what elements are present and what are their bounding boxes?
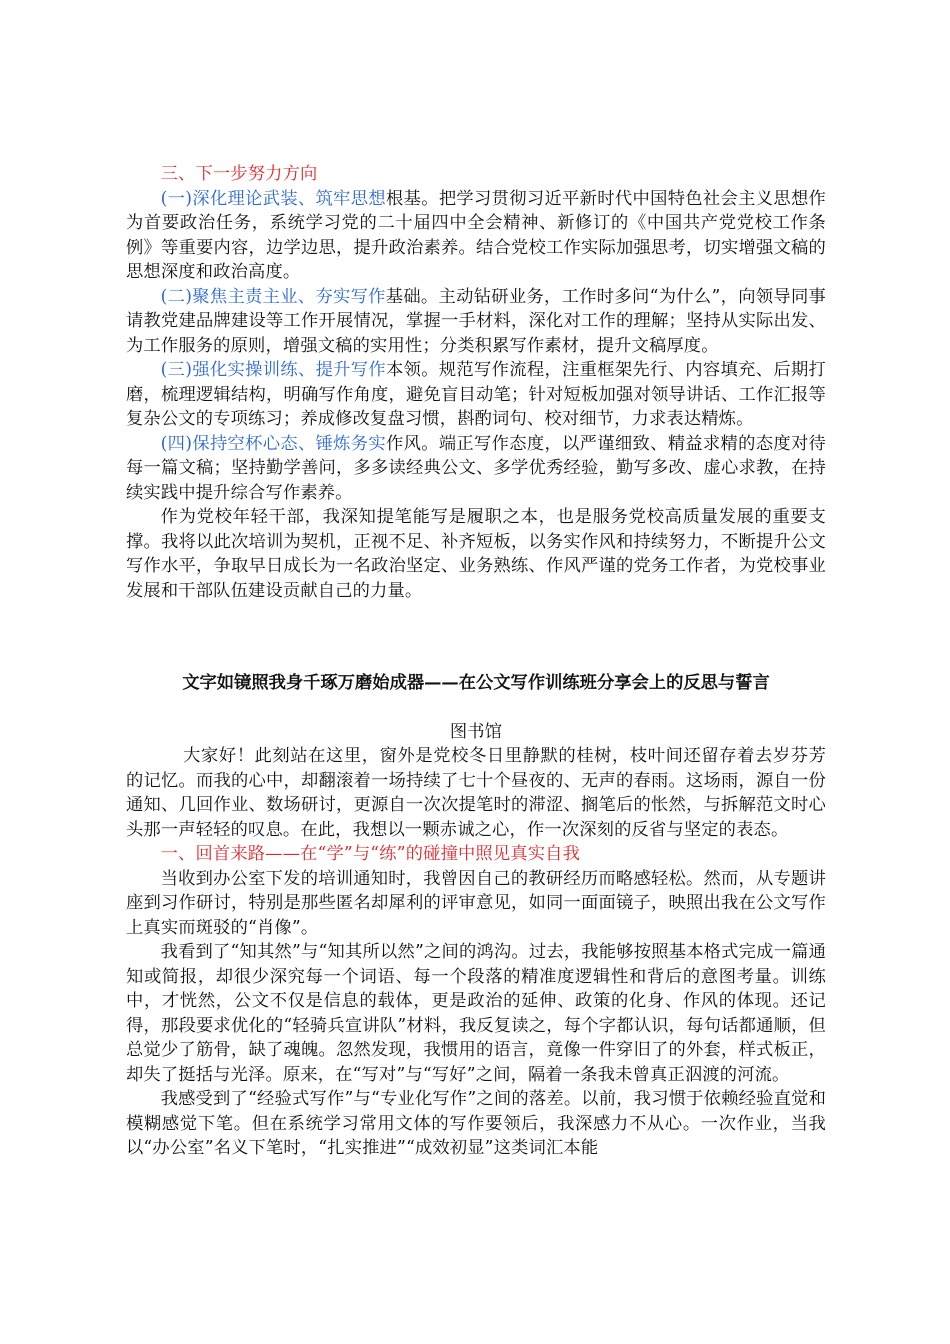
item-lead: (四)保持空杯心态、锤炼务实 — [160, 433, 386, 454]
document-page — [126, 162, 826, 1161]
article-title: 文字如镜照我身千琢万磨始成器——在公文写作训练班分享会上的反思与誓言 — [182, 673, 770, 693]
item-lead: (二)聚焦主责主业、夯实写作 — [160, 286, 386, 307]
section-heading: 三、下一步努力方向 — [160, 164, 318, 184]
item-body: 作风。端正写作态度，以严谨细致、精益求精的态度对待每一篇文稿；坚持勤学善问，多多读经典公文、多学优秀经验，勤写多改、虚心求教，在持续实践中提升综合写作素养。 — [126, 433, 826, 503]
item-body: 本领。规范写作流程，注重框架先行、内容填充、后期打磨，梳理逻辑结构，明确写作角度，避免盲目动笔；针对短板加强对领导讲话、工作汇报等复杂公文的专项练习；养成修改复盘习惯，斟酌词句、校对细节，力求表达精炼。 — [126, 360, 826, 429]
item-body: 根基。把学习贯彻习近平新时代中国特色社会主义思想作为首要政治任务，系统学习党的二十届四中全会精神、新修订的《中国共产党党校工作条例》等重要内容，边学边思，提升政治素养。结合党校工作实际加强思考，切实增强文稿的思想深度和政治高度。 — [126, 188, 826, 282]
item-lead: (三)强化实操训练、提升写作 — [160, 360, 386, 380]
closing-paragraph: 作为党校年轻干部，我深知提笔能写是履职之本，也是服务党校高质量发展的重要支撑。我将以此次培训为契机，正视不足、补齐短板，以务实作风和持续努力，不断提升公文写作水平，争取早日成长为一名政治坚定、业务熟练、作风严谨的党务工作者，为党校事业发展和干部队伍建设贡献自己的力量。 — [126, 507, 826, 601]
item-lead: (一)深化理论武装、筑牢思想 — [160, 188, 386, 209]
body-paragraph: 当收到办公室下发的培训通知时，我曾因自己的教研经历而略感轻松。然而，从专题讲座到习作研讨，特别是那些匿名却犀利的评审意见，如同一面面镜子，映照出我在公文写作上真实而斑驳的“肖像”。 — [126, 868, 826, 938]
article-author: 图书馆 — [449, 721, 503, 742]
section-heading-1: 一、回首来路——在“学”与“练”的碰撞中照见真实自我 — [160, 844, 581, 864]
paragraph-item-4 — [126, 432, 826, 506]
paragraph-item-3 — [126, 358, 826, 432]
paragraph-item-1 — [126, 187, 826, 285]
item-body: 基础。主动钻研业务，工作时多问“为什么”，向领导同事请教党建品牌建设等工作开展情况，掌握一手材料，深化对工作的理解；坚持从实际出发、为工作服务的原则，增强文稿的实用性；分类积累写作素材，提升文稿厚度。 — [126, 286, 826, 356]
body-paragraph: 我看到了“知其然”与“知其所以然”之间的鸿沟。过去，我能够按照基本格式完成一篇通知或简报，却很少深究每一个词语、每一个段落的精准度逻辑性和背后的意图考量。训练中，才恍然，公文不仅是信息的载体，更是政治的延伸、政策的化身、作风的体现。还记得，那段要求优化的“轻骑兵宣讲队”材料，我反复读之，每个字都认识，每句话都通顺，但总觉少了筋骨，缺了魂魄。忽然发现，我惯用的语言，竟像一件穿旧了的外套，样式板正，却失了挺括与光泽。原来，在“写对”与“写好”之间，隔着一条我未曾真正泅渡的河流。 — [126, 942, 826, 1085]
body-paragraph: 我感受到了“经验式写作”与“专业化写作”之间的落差。以前，我习惯于依赖经验直觉和模糊感觉下笔。但在系统学习常用文体的写作要领后，我深感力不从心。一次作业，当我以“办公室”名义下笔时，“扎实推进”“成效初显”这类词汇本能 — [126, 1089, 826, 1158]
paragraph-item-2 — [126, 285, 826, 359]
intro-paragraph: 大家好！此刻站在这里，窗外是党校冬日里静默的桂树，枝叶间还留存着去岁芬芳的记忆。而我的心中，却翻滚着一场持续了七十个昼夜的、无声的春雨。这场雨，源自一份通知、几回作业、数场研讨，更源自一次次提笔时的滞涩、搁笔后的怅然，与拆解范文时心头那一声轻轻的叹息。在此，我想以一颗赤诚之心，作一次深刻的反省与坚定的表态。 — [126, 746, 826, 840]
